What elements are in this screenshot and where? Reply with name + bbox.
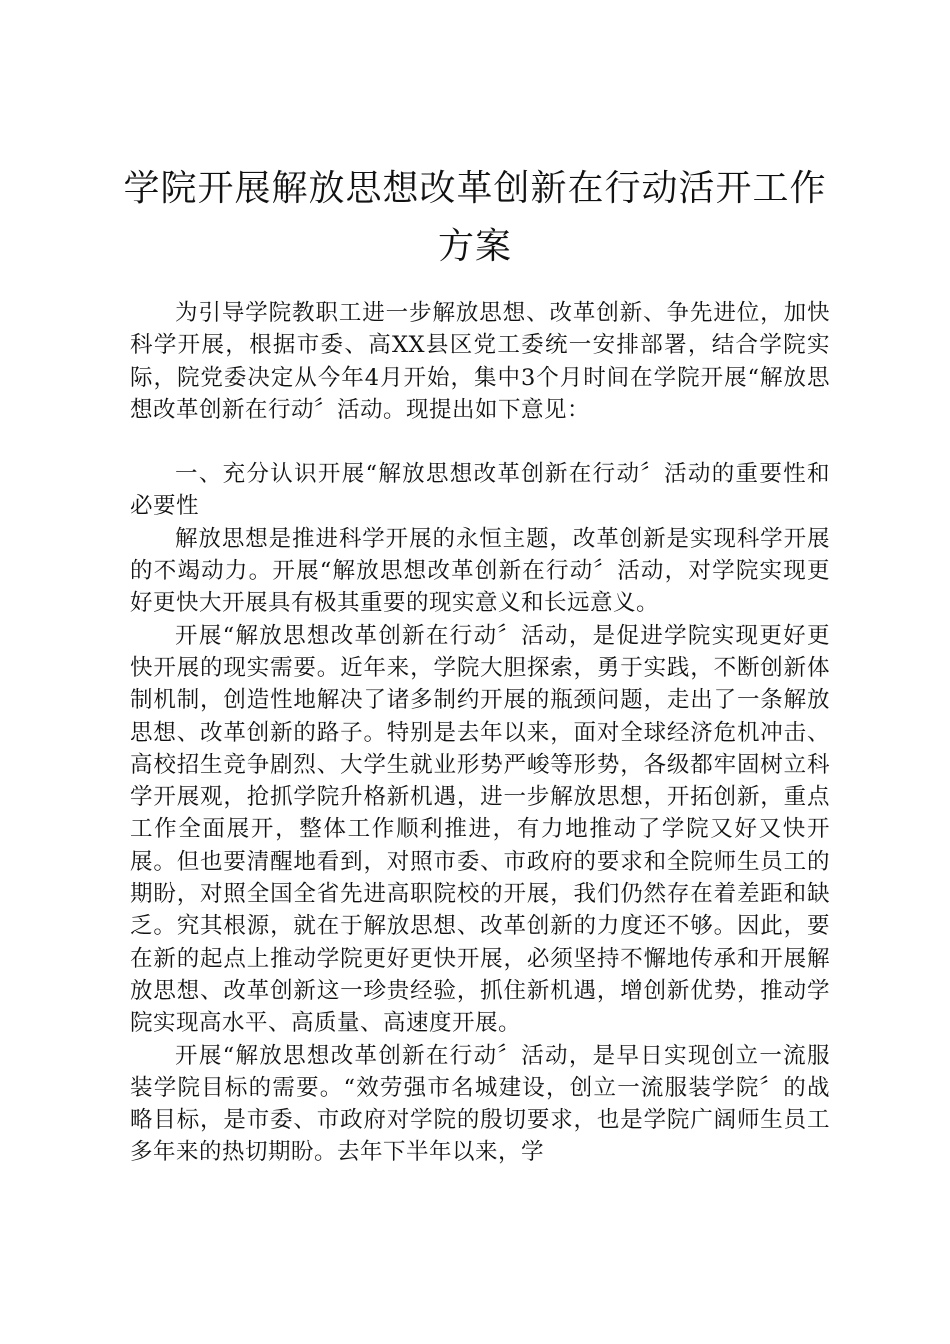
body-paragraph: 开展“解放思想改革创新在行动〞活动，是促进学院实现更好更快开展的现实需要。近年来，学院大胆探索，勇于实践，不断创新体制机制，创造性地解决了诸多制约开展的瓶颈问题，走出了一条解放思想、改革创新的路子。特别是去年以来，面对全球经济危机冲击、高校招生竞争剧烈、大学生就业形势严峻等形势，各级都牢固树立科学开展观，抢抓学院升格新机遇，进一步解放思想，开拓创新，重点工作全面展开，整体工作顺利推进，有力地推动了学院又好又快开展。但也要清醒地看到，对照市委、市政府的要求和全院师生员工的期盼，对照全国全省先进高职院校的开展，我们仍然存在着差距和缺乏。究其根源，就在于解放思想、改革创新的力度还不够。因此，要在新的起点上推动学院更好更快开展，必须坚持不懈地传承和开展解放思想、改革创新这一珍贵经验，抓住新机遇，增创新优势，推动学院实现高水平、高质量、高速度开展。	[130, 622, 830, 1037]
body-paragraph: 解放思想是推进科学开展的永恒主题，改革创新是实现科学开展的不竭动力。开展“解放思想改革创新在行动〞活动，对学院实现更好更快大开展具有极其重要的现实意义和长远意义。	[130, 525, 830, 617]
document-title: 学院开展解放思想改革创新在行动活开工作方案	[123, 168, 827, 267]
intro-paragraph: 为引导学院教职工进一步解放思想、改革创新、争先进位，加快科学开展，根据市委、高XX县区党工委统一安排部署，结合学院实际，院党委决定从今年4月开始，集中3个月时间在学院开展“解放思想改革创新在行动〞活动。现提出如下意见：	[130, 300, 830, 423]
section-heading: 一、充分认识开展“解放思想改革创新在行动〞活动的重要性和必要性	[130, 461, 830, 520]
document-body	[130, 297, 830, 1169]
body-paragraph: 开展“解放思想改革创新在行动〞活动，是早日实现创立一流服装学院目标的需要。“效劳强市名城建设，创立一流服装学院〞的战略目标，是市委、市政府对学院的殷切要求，也是学院广阔师生员工多年来的热切期盼。去年下半年以来，学	[130, 1042, 830, 1166]
